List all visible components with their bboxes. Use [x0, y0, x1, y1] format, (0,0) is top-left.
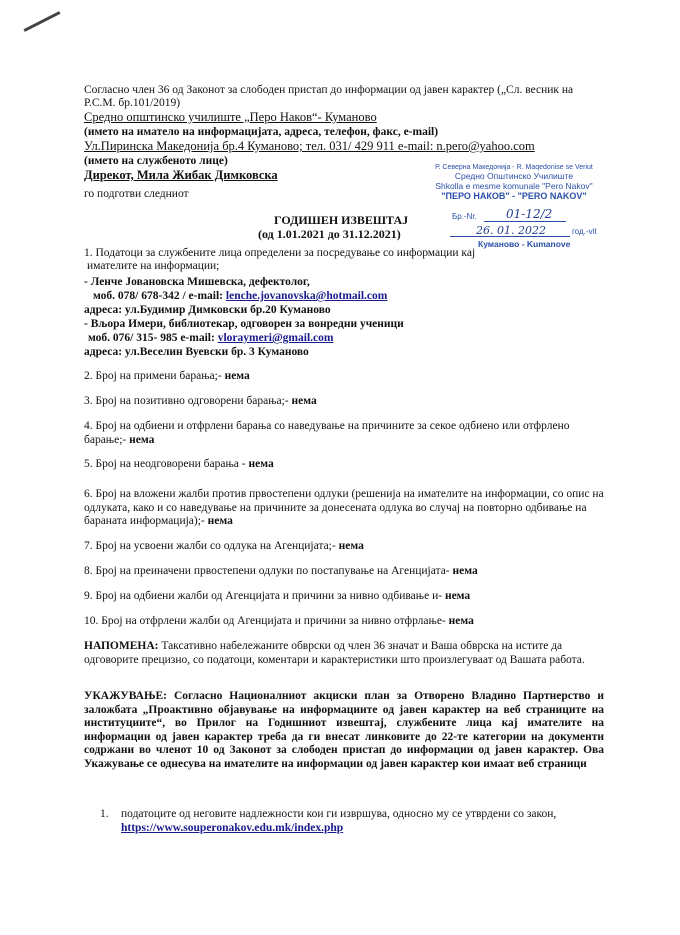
- person1-contact: [93, 290, 387, 304]
- item-5: 5. Број на неодговорени барања - нема: [84, 458, 274, 470]
- item-2: 2. Број на примени барања;- нема: [84, 370, 250, 382]
- warning: УКАЖУВАЊЕ: Согласно Националниот акциски план за Отворено Владино Партнерство и заложбата „Проактивно објавување на информациите од јавен карактер на веб страниците на институциите“, во Прилог на Годишниот извештај, службените лица кај имателите на информации од јавен карактер треба да ги внесат линковите до 22-те категории на документи содржани во членот 10 од Законот за слободен пристап до информации од јавен карактер. Ова Укажување се однесува на имателите на информации од јавен карактер кои имаат веб страници: [84, 690, 604, 770]
- pen-mark: [23, 11, 60, 32]
- holder-note: (името на иматело на информацијата, адреса, телефон, факс, e-mail): [84, 126, 439, 138]
- director-name: Дирекот, Мила Жибак Димковска: [84, 168, 278, 182]
- person1-phone: моб. 078/ 678-342 / e-mail:: [93, 290, 224, 302]
- stamp-no-label: Бр.-Nr.: [452, 212, 477, 221]
- person2-address: адреса: ул.Веселин Вуевски бр. 3 Куманово: [84, 346, 309, 358]
- list-item-1: [121, 808, 601, 835]
- stamp-line3: Shkolla e mesme komunale "Pero Nakov": [435, 180, 593, 191]
- stamp-no-value: 01-12/2: [506, 207, 553, 221]
- person2-email[interactable]: vloraymeri@gmail.com: [217, 332, 334, 344]
- person1-name: - Ленче Јовановска Мишевска, дефектолог,: [84, 276, 310, 288]
- person2-phone: моб. 076/ 315- 985 e-mail:: [88, 332, 215, 344]
- prepared-text: го подготви следниот: [84, 188, 189, 200]
- stamp-date-suffix: год.-vit: [572, 227, 597, 236]
- item-10: 10. Број на отфрлени жалби од Агенцијата и причини за нивно отфрлање- нема: [84, 615, 474, 627]
- report-title: ГОДИШЕН ИЗВЕШТАЈ: [274, 213, 409, 227]
- persons-intro2: имателите на информации;: [87, 260, 220, 272]
- header-line2: Р.С.М. бр.101/2019): [84, 97, 181, 109]
- note-label: НАПОМЕНА:: [84, 640, 159, 652]
- official-note: (името на службеното лице): [84, 155, 228, 167]
- item-3: 3. Број на позитивно одговорени барања;- нема: [84, 395, 317, 407]
- item-4: 4. Број на одбиени и отфрлени барања со наведување на причините за секое одбиено или отфрлено барање;- нема: [84, 420, 570, 446]
- person2-contact: [88, 332, 333, 346]
- item-8: 8. Број на преиначени првостепени одлуки по постапување на Агенцијата- нема: [84, 565, 478, 577]
- stamp-city: Куманово - Kumanove: [478, 239, 571, 249]
- item-6: 6. Број на вложени жалби против првостепени одлуки (решенија на имателите на информации, со опис на одлуката, како и со наведување на причините за донесената одлука во случај на повторно одбивање на бараната информација);- нема: [84, 488, 604, 527]
- note-text: Таксативно набележаните обврски од член 36 значат и Ваша обврска на истите да одговорите прецизно, со податоци, коментари и карактеристики што произлегуваат од Вашата работа.: [84, 640, 585, 666]
- header-line1: Согласно член 36 од Законот за слободен пристап до информации од јавен карактер („Сл. весник на: [84, 84, 574, 96]
- stamp-no-line: [484, 221, 566, 222]
- school-website-link[interactable]: https://www.souperonakov.edu.mk/index.php: [121, 821, 344, 834]
- person1-email[interactable]: lenche.jovanovska@hotmail.com: [225, 290, 388, 302]
- stamp-line1: Р. Северна Македонија - R. Maqedonise se Veriut: [435, 164, 593, 171]
- note: [84, 640, 604, 667]
- report-period: (од 1.01.2021 до 31.12.2021): [258, 227, 401, 241]
- person1-address: адреса: ул.Будимир Димковски бр.20 Куманово: [84, 304, 331, 316]
- stamp-line4: "ПЕРО НАКОВ" - "PERO NAKOV": [441, 191, 587, 201]
- stamp-date-value: 26. 01. 2022: [476, 224, 546, 237]
- school-address: Ул.Пиринска Македонија бр.4 Куманово; тел. 031/ 429 911 e-mail: n.pero@yahoo.com: [84, 139, 535, 153]
- official-stamp: [414, 164, 614, 202]
- school-name: Средно општинско училиште „Перо Наков“- Куманово: [84, 110, 377, 124]
- list-item-text: податоците од неговите надлежности кои ги извршува, односно му се утврдени со закон,: [121, 808, 557, 820]
- persons-intro1: 1. Податоци за службените лица определени за посредување со информации кај: [84, 247, 476, 259]
- item-9: 9. Број на одбиени жалби од Агенцијата и причини за нивно одбивање и- нема: [84, 590, 471, 602]
- person2-name: - Вљора Имери, библиотекар, одговорен за вонредни ученици: [84, 318, 404, 330]
- list-number: 1.: [100, 808, 109, 820]
- stamp-line2: Средно Општинско Училиште: [454, 171, 574, 181]
- item-7: 7. Број на усвоени жалби со одлука на Агенцијата;- нема: [84, 540, 364, 552]
